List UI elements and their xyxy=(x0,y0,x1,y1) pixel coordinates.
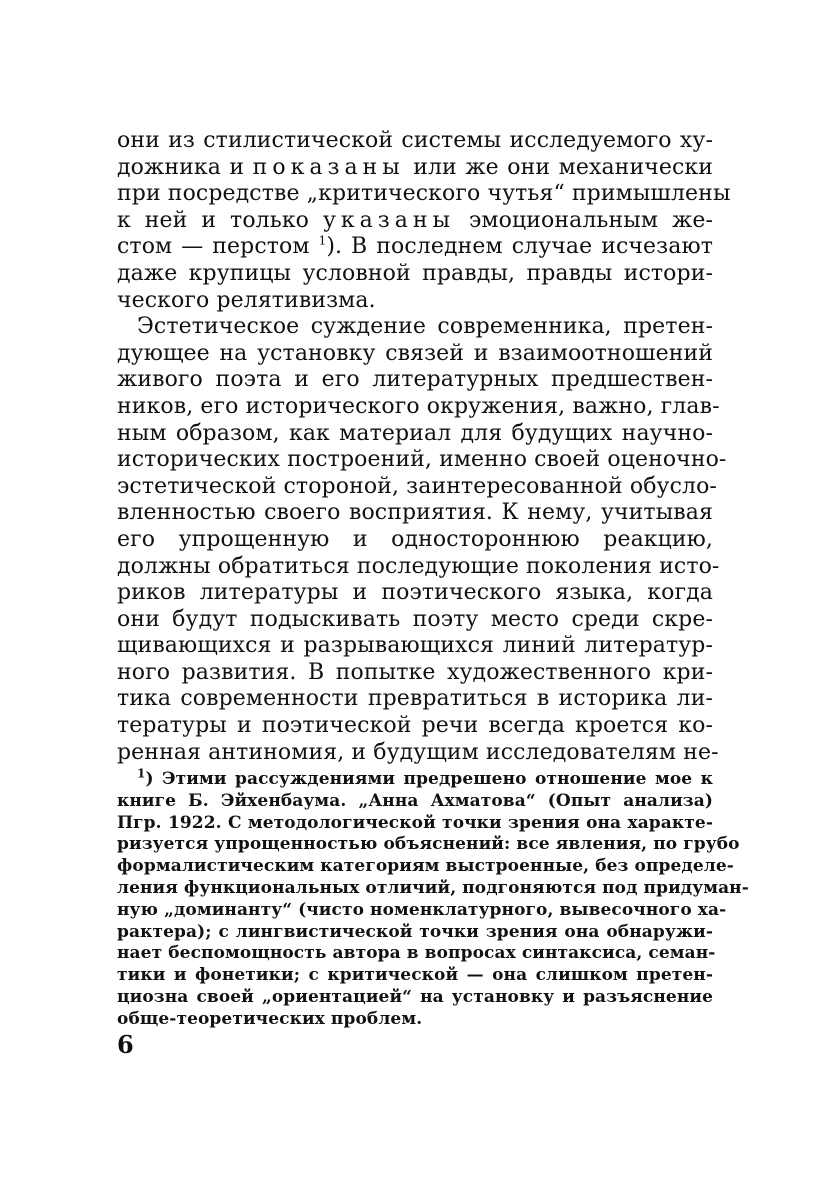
text-line: при посредстве „критического чутья“ примышлены xyxy=(117,181,731,207)
footnote-line: тики и фонетики; с критической — она слишком претен- xyxy=(117,965,713,986)
footnote-line: Пгр. 1922. С методологической точки зрения она характе- xyxy=(117,812,713,833)
text-line: ного развития. В попытке художественного кри- xyxy=(117,659,713,685)
text-line: они из стилистической системы исследуемого ху- xyxy=(117,128,713,153)
main-text-block xyxy=(117,128,731,766)
footnote-line: обще-теоретических проблем. xyxy=(117,1008,423,1029)
footnote-line: формалистическим категориям выстроенные, без определе- xyxy=(117,856,734,877)
footnote-line: циозна своей „ориентацией“ на установку и разъяснение xyxy=(117,986,713,1007)
paragraph-first-line: Эстетическое суждение современника, претен- xyxy=(137,314,713,340)
text-line: даже крупицы условной правды, правды истори- xyxy=(117,260,713,286)
text-line: риков литературы и поэтического языка, когда xyxy=(117,580,713,606)
emphasized-word: показаны xyxy=(252,154,405,180)
footnote-line: ления функциональных отличий, подгоняются под придуман- xyxy=(117,877,749,898)
text-line: ческого релятивизма. xyxy=(117,287,376,313)
text-line: к ней и только указаны эмоциональным же- xyxy=(117,207,713,233)
footnote-line: книге Б. Эйхенбаума. „Анна Ахматова“ (Опыт анализа) xyxy=(117,790,713,811)
text-line: тика современности превратиться в историка ли- xyxy=(117,686,713,712)
footnote-line: $^1$) Этими рассуждениями предрешено отношение мое к xyxy=(137,766,713,789)
footnote-marker: 1 xyxy=(137,766,146,781)
emphasized-word: указаны xyxy=(322,207,456,233)
text-line: щивающихся и разрывающихся линий литератур- xyxy=(117,633,713,659)
page-number: 6 xyxy=(117,1030,134,1059)
text-line: стом — перстом $^1$). В последнем случае исчезают xyxy=(117,234,713,260)
text-line: ников, его исторического окружения, важно, глав- xyxy=(117,393,720,419)
text-line: ренная антиномия, и будущим исследователям не- xyxy=(117,739,719,765)
text-line: они будут подыскивать поэту место среди скре- xyxy=(117,606,713,632)
text-line: живого поэта и его литературных предшествен- xyxy=(117,367,713,393)
text-line: должны обратиться последующие поколения исто- xyxy=(117,553,720,579)
footnote-line: ную „доминанту“ (чисто номенклатурного, вывесочного ха- xyxy=(117,899,727,920)
text-line: дожника и показаны или же они механически xyxy=(117,154,714,180)
footnote-line: ризуется упрощенностью объяснений: все явления, по грубо xyxy=(117,834,740,855)
footnote-line: рактера); с лингвистической точки зрения она обнаружи- xyxy=(117,921,713,942)
footnote-reference: 1 xyxy=(318,234,327,249)
text-line: тературы и поэтической речи всегда кроется ко- xyxy=(117,713,713,739)
text-line: эстетической стороной, заинтересованной обусло- xyxy=(117,473,717,499)
text-line: дующее на установку связей и взаимоотношений xyxy=(117,340,713,366)
text-line: исторических построений, именно своей оценочно- xyxy=(117,447,727,473)
footnote-block xyxy=(117,766,749,1031)
text-line: его упрощенную и одностороннюю реакцию, xyxy=(117,526,713,552)
text-line: вленностью своего восприятия. К нему, учитывая xyxy=(117,500,713,526)
text-line: ным образом, как материал для будущих научно- xyxy=(117,420,713,446)
footnote-line: нает беспомощность автора в вопросах синтаксиса, семан- xyxy=(117,943,716,964)
